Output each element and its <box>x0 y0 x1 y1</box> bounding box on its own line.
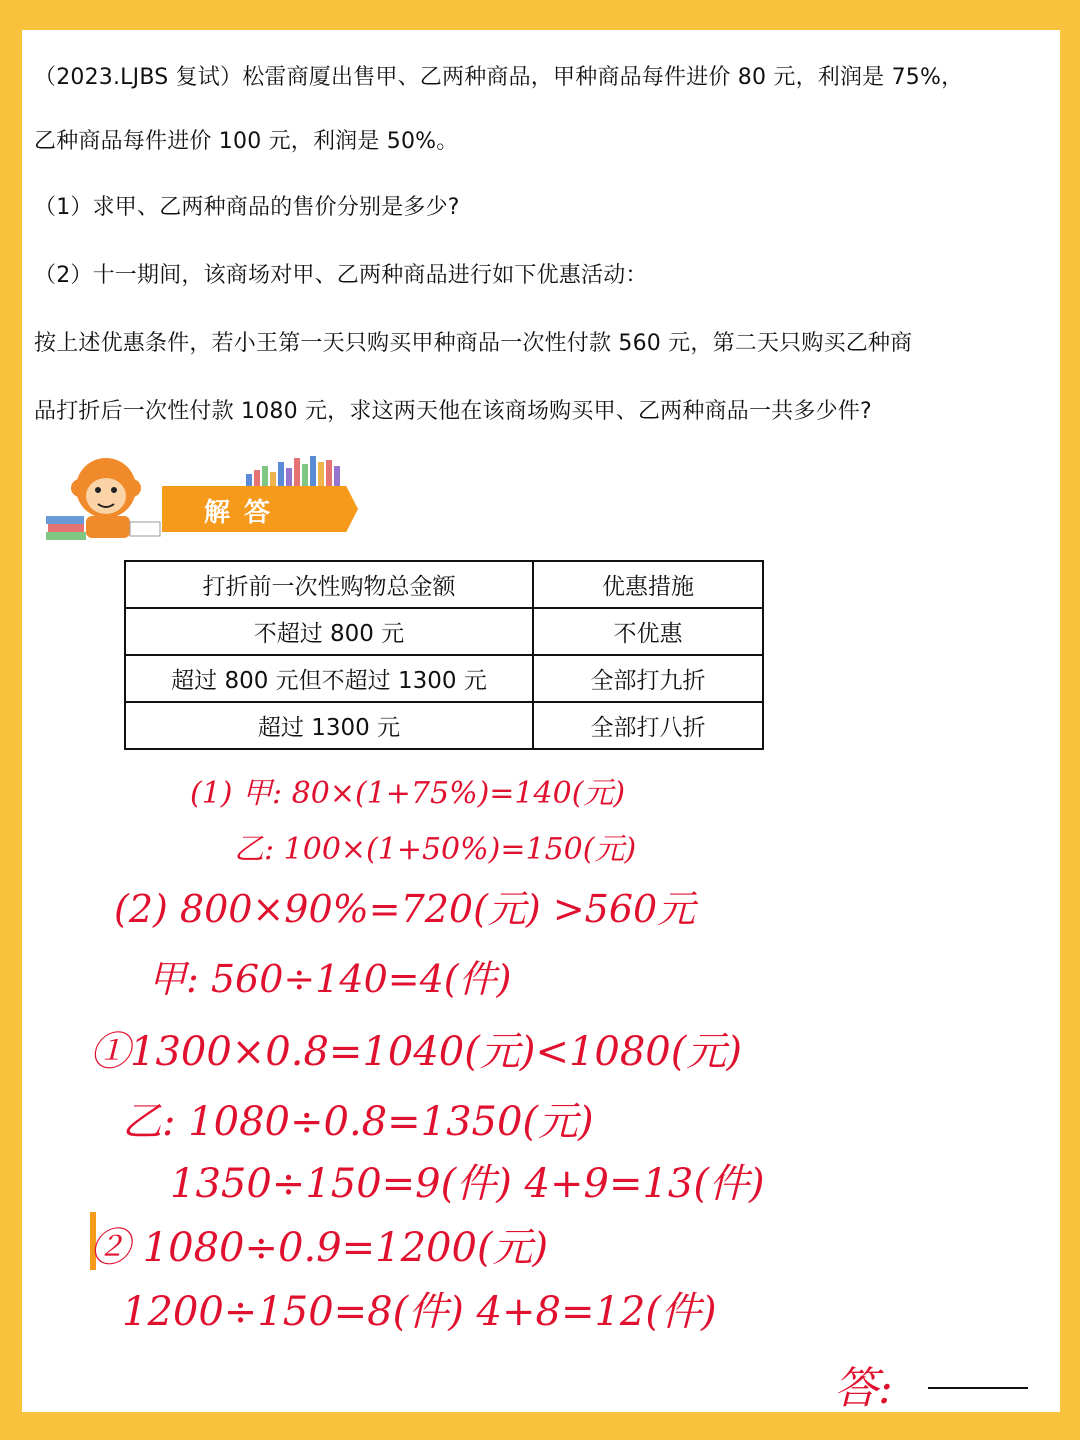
table-header-cell: 打折前一次性购物总金额 <box>125 561 533 608</box>
answer-blank-line <box>928 1387 1028 1389</box>
table-row <box>125 608 763 655</box>
question-line-2: 乙种商品每件进价 100 元，利润是 50%。 <box>34 129 459 154</box>
discount-table <box>124 560 764 750</box>
worksheet-page <box>22 30 1060 1412</box>
handwritten-answer-label: 答: <box>834 1363 893 1414</box>
handwritten-line-2: 乙: 100×(1+50%)=150(元) <box>234 832 637 867</box>
bookshelf-icon <box>246 454 366 488</box>
table-header-cell: 优惠措施 <box>533 561 763 608</box>
table-row <box>125 702 763 749</box>
table-row <box>125 655 763 702</box>
handwritten-line-3: (2) 800×90%=720(元) >560元 <box>114 887 696 931</box>
handwritten-line-9: 1200÷150=8(件) 4+8=12(件) <box>122 1289 717 1335</box>
handwritten-line-4: 甲: 560÷140=4(件) <box>148 957 512 1001</box>
banner-label: 解答 <box>204 498 285 528</box>
answer-banner <box>44 454 374 544</box>
table-cell: 全部打八折 <box>533 702 763 749</box>
table-cell: 不超过 800 元 <box>125 608 533 655</box>
question-line-6: 品打折后一次性付款 1080 元，求这两天他在该商场购买甲、乙两种商品一共多少件? <box>34 399 872 424</box>
table-cell: 超过 800 元但不超过 1300 元 <box>125 655 533 702</box>
handwritten-line-8: ② 1080÷0.9=1200(元) <box>90 1225 549 1271</box>
handwritten-line-5: ①1300×0.8=1040(元)<1080(元) <box>90 1029 742 1075</box>
table-header-row <box>125 561 763 608</box>
question-line-1: （2023.LJBS 复试）松雷商厦出售甲、乙两种商品，甲种商品每件进价 80 元，利润是 75%， <box>34 65 964 90</box>
table-cell: 超过 1300 元 <box>125 702 533 749</box>
question-line-3: （1）求甲、乙两种商品的售价分别是多少? <box>34 195 460 220</box>
handwritten-line-6: 乙: 1080÷0.8=1350(元) <box>122 1099 594 1145</box>
question-line-5: 按上述优惠条件，若小王第一天只购买甲种商品一次性付款 560 元，第二天只购买乙种商 <box>34 331 913 356</box>
handwritten-line-1: (1) 甲: 80×(1+75%)=140(元) <box>190 776 626 811</box>
handwritten-line-7: 1350÷150=9(件) 4+9=13(件) <box>170 1161 765 1207</box>
table-cell: 全部打九折 <box>533 655 763 702</box>
table-cell: 不优惠 <box>533 608 763 655</box>
question-line-4: （2）十一期间，该商场对甲、乙两种商品进行如下优惠活动： <box>34 263 648 288</box>
